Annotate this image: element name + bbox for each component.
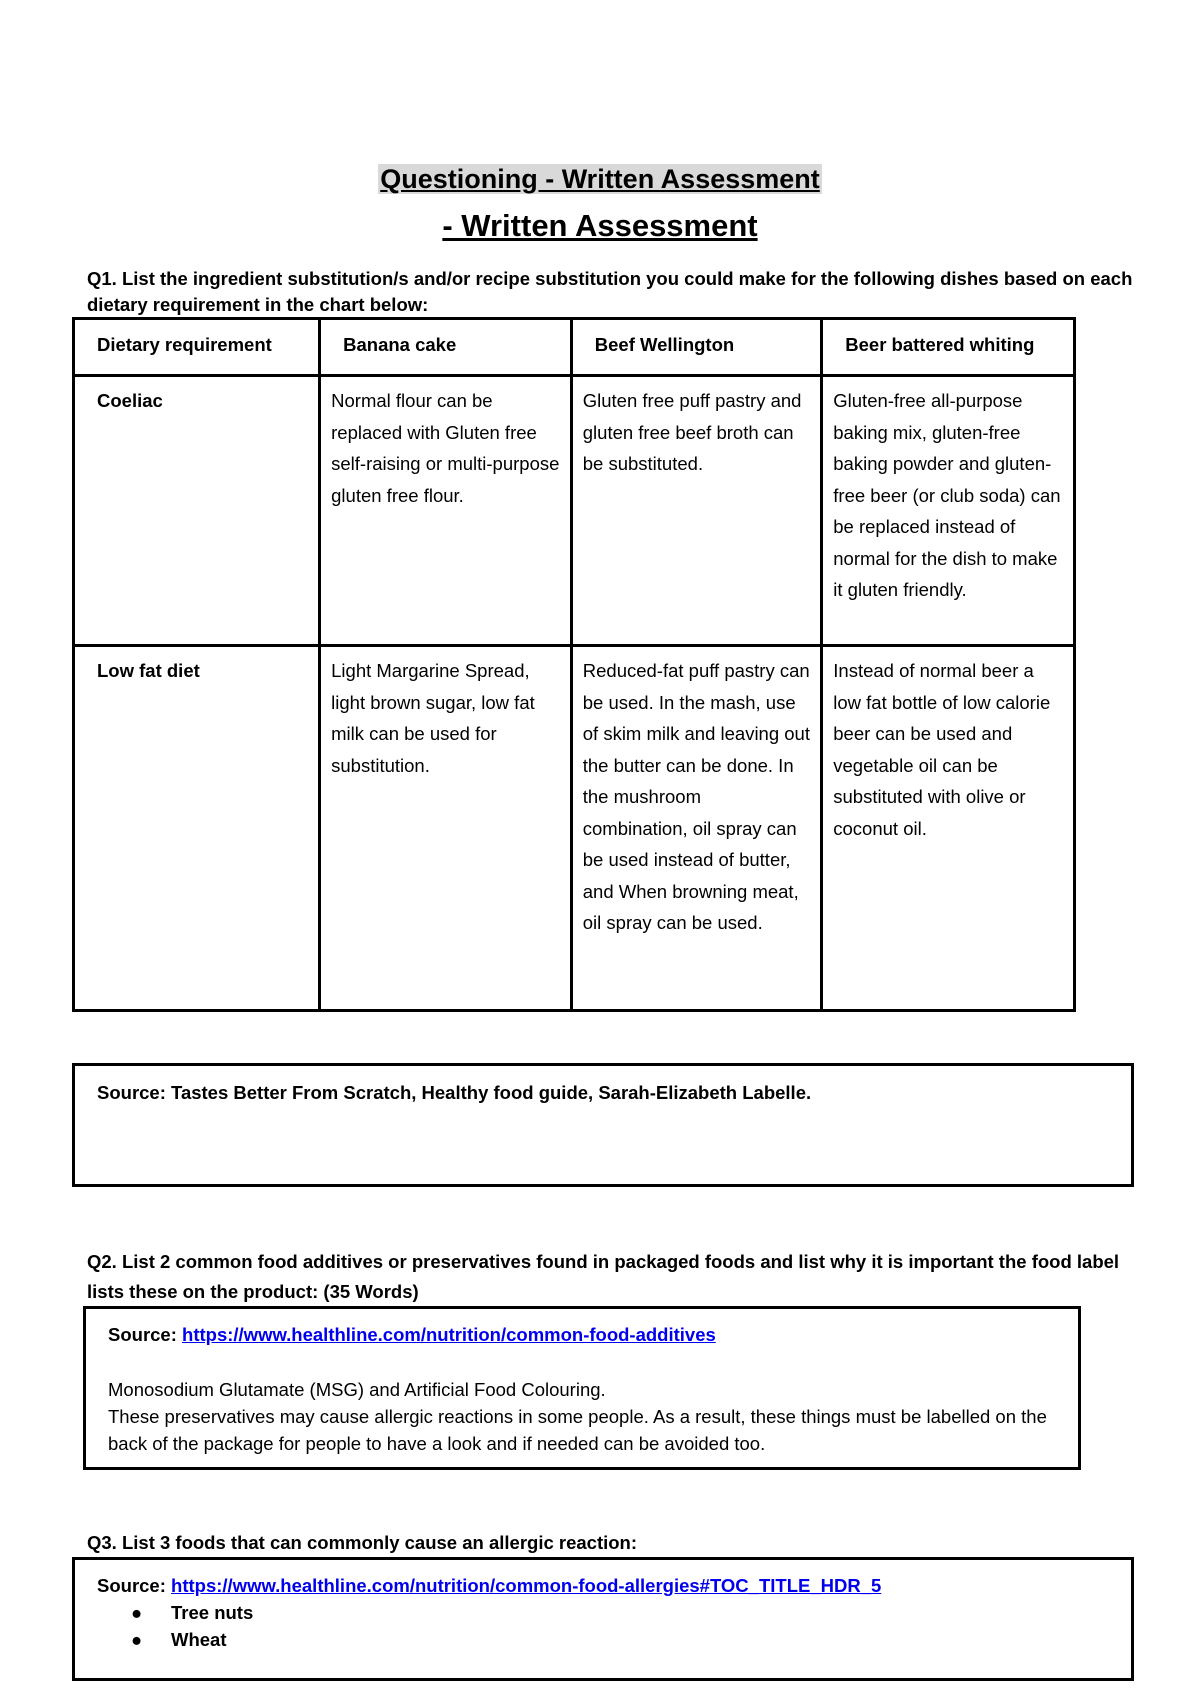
table-cell: Gluten-free all-purpose baking mix, gluten-free baking powder and gluten-free beer (or club soda) can be replaced instead of normal for the dish to make it gluten friendly. (822, 376, 1075, 646)
bullet-icon: ● (131, 1629, 143, 1650)
table-header: Beer battered whiting (822, 319, 1075, 376)
q1-source-text: Source: Tastes Better From Scratch, Healthy food guide, Sarah-Elizabeth Labelle. (97, 1082, 812, 1103)
q2-source-link[interactable]: https://www.healthline.com/nutrition/common-food-additives (182, 1324, 716, 1345)
table-cell: Gluten free puff pastry and gluten free beef broth can be substituted. (571, 376, 822, 646)
q2-answer-line-1: Monosodium Glutamate (MSG) and Artificial Food Colouring. (108, 1379, 606, 1400)
substitution-table (72, 317, 1076, 1012)
table-header-row (74, 319, 1075, 376)
table-header: Banana cake (320, 319, 572, 376)
list-item: ● Wheat (97, 1626, 1131, 1653)
table-header: Beef Wellington (571, 319, 822, 376)
source-label: Source: (97, 1575, 172, 1596)
q3-source-link[interactable]: https://www.healthline.com/nutrition/common-food-allergies#TOC_TITLE_HDR_5 (171, 1575, 882, 1596)
q3-answer-box (72, 1557, 1134, 1681)
row-label: Low fat diet (74, 646, 320, 1011)
question-1: Q1. List the ingredient substitution/s and/or recipe substitution you could make for the following dishes based on each dietary requirement in the chart below: (87, 268, 1133, 315)
table-cell: Normal flour can be replaced with Gluten free self-raising or multi-purpose gluten free flour. (320, 376, 572, 646)
table-header: Dietary requirement (74, 319, 320, 376)
table-row (74, 646, 1075, 1011)
row-label: Coeliac (74, 376, 320, 646)
table-cell: Reduced-fat puff pastry can be used. In the mash, use of skim milk and leaving out the butter can be done. In the mushroom combination, oil spray can be used instead of butter, and When browning meat, oil spray can be used. (571, 646, 822, 1011)
question-3: Q3. List 3 foods that can commonly cause an allergic reaction: (87, 1532, 638, 1553)
question-2: Q2. List 2 common food additives or preservatives found in packaged foods and list why it is important the food label lists these on the product: (35 Words) (87, 1251, 1120, 1302)
allergen-list (97, 1599, 1131, 1653)
list-item: ● Tree nuts (97, 1599, 1131, 1626)
bullet-icon: ● (131, 1602, 143, 1623)
table-row (74, 376, 1075, 646)
q2-source-line (108, 1321, 1078, 1348)
source-label: Source: (108, 1324, 183, 1345)
q2-answer-line-2: These preservatives may cause allergic reactions in some people. As a result, these things must be labelled on the back of the package for people to have a look and if needed can be avoided too. (108, 1406, 1047, 1454)
document-subtitle: - Written Assessment (442, 208, 758, 243)
q1-source-box (72, 1063, 1134, 1187)
document-title: Questioning - Written Assessment (380, 164, 820, 194)
q3-source-line (97, 1572, 1131, 1599)
table-cell: Instead of normal beer a low fat bottle of low calorie beer can be used and vegetable oil can be substituted with olive or coconut oil. (822, 646, 1075, 1011)
q2-answer-box (83, 1306, 1081, 1470)
table-cell: Light Margarine Spread, light brown sugar, low fat milk can be used for substitution. (320, 646, 572, 1011)
